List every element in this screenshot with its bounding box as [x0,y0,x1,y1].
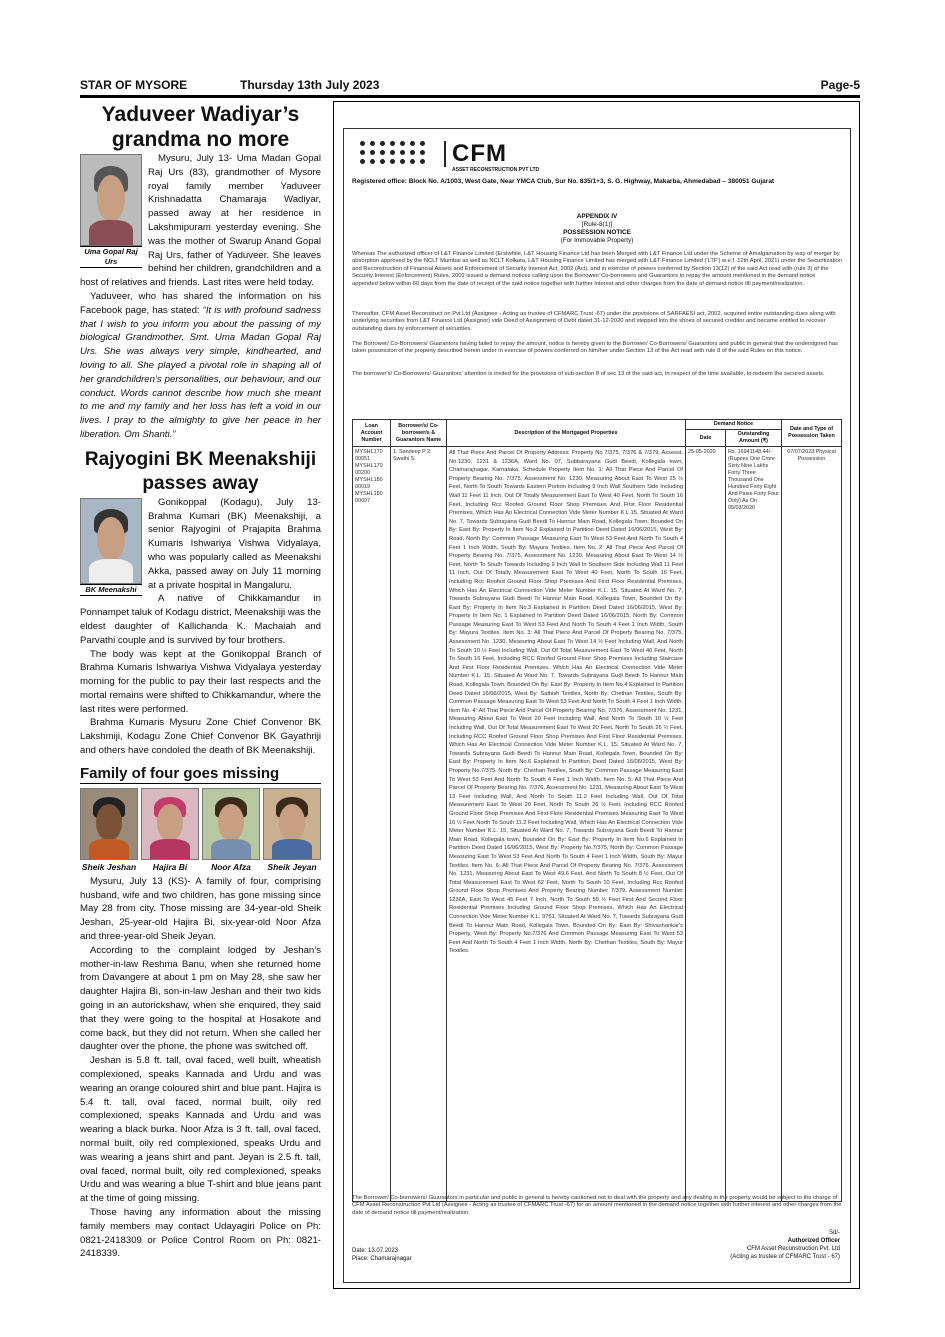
masthead [80,78,860,94]
page-number: Page-5 [820,78,860,92]
officer: Authorized Officer [787,1238,840,1244]
story1-quote-para [80,290,321,442]
possession-notice-ad [333,101,860,1289]
story2-para: Brahma Kumaris Mysuru Zone Chief Convenor BK Lakshmiji, Kodagu Zone Chief Convenor BK Gayathriji and others have condoled the death of BK Meenakshiji. [80,717,321,757]
missing-person [141,788,199,872]
quote-intro: Yaduveer, who has shared the information on his Facebook page, has stated: [80,290,321,316]
col-description: Description of the Mortgaged Properties [447,420,686,447]
story3-para: Mysuru, July 13 (KS)- A family of four, comprising husband, wife and two children, has gone missing since May 28 from city. Those missing are 34-year-old Sheik Jeshan, 25-year-old Hajira Bi, six-year-old Noor Afza and three-year-old Sheik Jeyan. [80,875,321,943]
brand-name: CFM [444,141,507,167]
issue-date: Thursday 13th July 2023 [240,78,380,92]
brand-subtitle: ASSET RECONSTRUCTION PVT LTD [452,167,540,173]
registered-office: Registered office: Block No. A/1003, West Gate, Near YMCA Club, Sur No. 835/1+3, S. G. Highway, Makarba, Ahmedabad – 380051 Gujarat [352,178,775,185]
notice-heading [352,213,842,245]
story3-headline: Family of four goes missing [80,764,321,784]
signature-block [730,1229,840,1261]
appendix: APPENDIX IV [576,213,618,220]
col-amount: Outstanding Amount (₹) [726,430,782,447]
trust: (Acting as trustee of CFMARC Trust - 67) [730,1254,840,1260]
notice-date: Date: 13.07.2023 [352,1248,399,1254]
missing-person [263,788,321,872]
date-place [352,1247,412,1263]
logo-dots-icon [360,141,428,169]
story2-photo [80,498,142,596]
property-table [352,419,842,1202]
photo-caption: Sheik Jeshan [81,861,137,872]
borrower-names: 1. Sandeep P 2. Swathi S [391,447,447,1202]
photo-caption: Hajira Bi [152,861,188,872]
story3-para: Those having any information about the missing family members may contact Udayagiri Police on Ph: 0821-2418309 or Police Control Room on Ph: 0821-2418339. [80,1207,321,1260]
story2-para: A native of Chikkamandur in Ponnampet taluk of Kodagu district, Meenakshiji was the eldest daughter of Kallichanda K. Machaiah and Parvathi couple and is survived by four brothers. [80,593,321,646]
portrait-photo [202,788,260,860]
company: CFM Asset Reconstruction Pvt. Ltd [746,1246,840,1252]
property-description: All That Piece And Parcel Of Property Address: Property No 7/375, 7/376 & 7/379, Assesst. No.1230, 1231 & 1236A, Ward No. 07, Subbarayana Gudi Beedi, Kollegala town, Chamarajnagar, Karnataka. Schedule Property Item No. 1: All That Piece And Parcel Of Property Bearing No. 7/375, Assessment No. 1230, Measuring About East To West 25 ½ Feet, North To South Towards Eastern Portion Including 9 Inch Wall Southern Side Including Wall 11 Feet 11 Inch, Out Of Totally Measurement East To West 40 Feet, North To South 16 Feet, Including Rcc Roofed Ground Floor Shop Premises And First Floor Residential Premises, Which Has An Electrical Connection Vide Meter Number K.L 15, Situated At Ward No. 7, Towards Subrayana Gudi Beedi To Hannur Main Road, Kollegala Town, Bounded On By: East By: Property In Item No.2 Explained In Partition Deed Dated 16/06/2015, West By: Road, North By: Common Passage Measuring East To West 53 Feet And North To South 4 Feet 1 Inch Width, South By: Mayura Textiles. Item No. 2: All That Piece And Parcel Of Property Bearing No. 7/375, Assessment No. 1230, Measuring About East To West 14 ½ Feet, North To South Towards Including 9 Inch Wall In Southern Side Including Wall 11 Feet 11 Inch, Out Of Totally Measurement East To West 40 Feet, North To South 16 Feet, Including Rcc Roofed Ground Floor Shop Premises And First Floor Residential Premises, Which Has An Electrical Connection Vide Meter Number K.L. 15, Situated At Ward No. 7, Towards Subrayana Gudi Beedi To Hannur Main Road, Kollegala Town, Bounded On By: East By: Property In Item No.3 Explained In Partition Deed Dated 16/06/2015, West By: Property In Item No. 1 Explained In Partition Deed Dated 16/06/2015, North By: Common Passage Measuring East To West 53 Feet And North To South 4 Feet 1 Inch Width, South By: Mayura Textiles. Item No. 3: All That Piece And Parcel Of Property Bearing No. 7/375, Assessment No. 1230, Measuring About East To West 14 ½ Feet Including Wall, And North To South 10 ½ Feet Including Wall, Out Of Total Measurement East To West 40 Feet, North To South 16 Feet, Including RCC Roofed Ground Floor Shop Premises Including Staircase And First Floor Residential Premises, Which Has An Electrical Connection Vide Meter Number K.L. 15, Situated At Ward No. 7, Towards Subrayana Gudi Beedi To Hannur Main Road, Kollegala Town, Bounded On By: East By: Property In Item No.4 Explained In Partition Deed Dated 16/06/2015, West By: Sathish Textiles, North By: Chethan Textiles, South By: Common Passage Measuring East To West 53 Feet And North To South 4 Feet 1 Inch Width. Item No. 4: All That Piece And Parcel Of Property Bearing No. 7/376, Assessment No. 1231, Measuring About East To West 20 Feet Including Wall, And North To South 10 ½ Feet Including Wall, Out Of Total Measurement East To West 20 Feet, North To South 26 ½ Feet, Including RCC Roofed Ground Floor Shop Premises And First Floor Residential Premises, Which Has An Electrical Connection Vide Meter Number K.L. 15, Situated At Ward No. 7, Towards Subrayana Gudi Beedi To Hannur Main Road, Kollegala Town, Bounded On By: East By: Property In Item No.6 Explained In Partition Deed Dated 16/06/2015, West By: Property No.7/375, North By: Chethan Textiles, South By: Common Passage Measuring East To West 53 Feet And North To South 4 Feet 1 Inch Width. Item No. 5: All That Piece And Parcel Of Property Bearing No. 7/376, Assessment No. 1231, Measuring About East To West 13 Feet Including Wall, And North To South 11.2 Feet Including Wall, Out Of Total Measurement East To West 20 Feet, North To South 26 ½ Feet, Including RCC Roofed Ground Floor Shop Premises And First Floor Residential Premises Measuring East To West 16 ½ Feet North To South 11.2 Feet Including Wall, Which Has An Electrical Connection Vide Meter Number K.L. 15, Situated At Ward No. 7, Towards Subrayana Gudi Beedi To Hannur Main Road, Kollegala town, Bounded On By: East By: Property In Item No.6 Explained In Partition Deed Dated 16/06/2015, West By: Property No.7/375, North By: Common Passage Measuring East To West 53 Feet And North To South 4 Feet 1 Inch Width, South By: Mayur Textiles. Item No. 6: All That Piece And Parcel Of Property Bearing No. 7/376, Assessment No. 1231, Measuring About East To West 49.6 Feet, And North To South 8 ½ Feet, Out Of Total Measurement East To West 62 Feet, North To South 10 Feet, Including Rcc Roofed Ground Floor Shop Premises And Property Bearing Number 7/379, Assessment Number 1236A, East To West 45 Feet 7 Inch, North To South 59 ½ Feet First And Second Floor Residential Premises Including Ground Floor Shop Premises, Which Has An Electrical Connection Vide Meter Number K.L. 9761, Situated At Ward No. 7, Towards Subrayana Gudi Beedi To Hannur Main Road, Kollegala Town, Bounded On By: East By: Shivashankar's Property, West By: Property No.7/376 And Common Passage Measuring East To West 53 Feet And North To South 4 Feet 1 Inch Width, North By: Chethan Textiles, South By: Mayur Textiles. [447,447,686,1202]
missing-photos [80,788,321,872]
col-date: Date [686,430,726,447]
notice-para-1: Whereas The authorized officer of L&T Finance Limited (Erstwhile, L&T Housing Finance Ltd has been Merged with L&T Finance Ltd under the Scheme of Amalgamation by way of merger by absorption approved by the NCLT Mumbai as well as NCLT Kolkata, L&T Housing Finance Limited has merged with L&T Finance Limited ('LTF') w.e.f. 12th April, 2021) under the Securitization and Reconstruction of Financial Assets and Enforcement of Security Interest Act, 2002 (Act), and in exercise of powers conferred by Section 13(12) of the said Act read with (rule 3) of the Security Interest (Enforcement) Rules, 2002 issued a demand notices calling upon the Borrower/ Co-borrowers and Guarantors to repay the amount mentioned in the demand notice appended below within 60 days from the date of receipt of the said notice together with further interest and other charges from the date of demand notice till payment/realization. [352,251,842,287]
col-borrowers: Borrower/s/ Co-borrower/s & Guarantors Name [391,420,447,447]
col-possession: Date and Type of Possession Taken [782,420,842,447]
story2-caption: BK Meenakshi [80,584,142,596]
masthead-rule [80,95,860,98]
outstanding-amount: Rs. 16941148.44/- (Rupees One Crore Sixty Nine Lakhs Forty Three Thousand One Hundred Forty Eight And Paise Forty Four Only) As On 05/03/2020 [726,447,782,1202]
notice-frame [343,128,851,1283]
notice-para-2: Thereafter, CFM Asset Reconstruct on Pvt Ltd (Assignee - Acting as trustee of CFMARC Trust -67) under the provisions of SARFAESI act, 2002, acquired entire outstanding dues along with underlying securities from L&T Finance Ltd (Assignor) vide Deed of Assignment of Debt dated 31-12-2020 and stepped into the shoes of secured creditor and became entitled to recover outstanding dues by enforcement of securities. [352,311,836,332]
table-row [353,447,842,1202]
story1-headline: Yaduveer Wadiyar’s grandma no more [101,103,300,151]
notice-title: POSSESSION NOTICE [563,229,631,236]
portrait-photo [263,788,321,860]
story1-para: Mysuru, July 13- Uma Madan Gopal Raj Urs (83), grandmother of Mysore royal family member Yaduveer Krishnadatta Chamaraja Wadiyar, passed away at her residence in Lakshmipuram yesterday evening. She was the mother of Swarup Anand Gopal Raj Urs, father of Yaduveer. She leaves behind her children, grandchildren and a host of relatives and friends. Last rites were held today. [80,153,321,289]
caution-para: The Borrower/ Co-borrowers/ Guarantors in particular and public in general is hereby cautioned not to deal with the property and any dealing in the property would be subject to the charge of CFM Asset Reconstruction Pvt Ltd (Assignee - Acting as trustee of CFMARC Trust -67) for an amount mentioned in the demand notice together with further interest and other charges from the date of demand notice till payment/realization. [352,1195,842,1216]
photo-caption: Sheik Jeyan [267,861,317,872]
story1-photo [80,154,142,268]
story2-headline: Rajyogini BK Meenakshiji passes away [84,448,317,494]
photo-caption: Noor Afza [211,861,251,872]
loan-numbers: MYSHL170 00051 MYSHL170 00200 MYSHL180 00019 MYSHL180 00097 [353,447,391,1202]
notice-place: Place: Chamarajnagar [352,1256,412,1262]
quote-text: “It is with profound sadness that I wish to you inform you about the passing of my biological Grandmother, Smt. Uma Madan Gopal Raj Urs. She was always very simple, kindhearted, and loving to all. She played a pivotal role in shaping all of her grandchildren’s personalities, our behaviour, and our conduct. Words cannot describe how much she meant to me and my family and her loss has left a void in our lives. I pray to the almighty to give her peace in her liberation. Om Shanti.” [80,304,321,440]
col-loan: Loan Account Number [353,420,391,447]
demand-date: 25-05-2020 [686,447,726,1202]
rule-ref: [Rule-8(1)] [581,221,613,228]
notice-para-4: The borrower's/ Co-Borrowers/ Guarantors' attention is invited for the provisions of sub-section 8 of sec 13 of the said act, in respect of the time available, to redeem the secured assets. [352,371,825,377]
paper-name: STAR OF MYSORE [80,78,188,92]
portrait-photo [80,498,142,584]
portrait-photo [80,788,138,860]
notice-subtitle: (For Immovable Property) [560,237,634,244]
notice-para-3: The Borrower/ Co-Borrowers/ Guarantors having failed to repay the amount, notice is hereby given to the Borrower/ Co-Borrowers/ Guarantors and public in general that the undersigned has taken possession of the property described herein under in exercise of powers conferred on him/her under Section 13 of the Act read with rule 8 of the said Rules on this notice. [352,341,838,355]
portrait-photo [80,154,142,246]
sd: Sd/- [828,1230,840,1236]
cfm-logo [360,141,560,171]
missing-person [80,788,138,872]
portrait-photo [141,788,199,860]
story3-para: Jeshan is 5.8 ft. tall, oval faced, well built, wheatish complexioned, speaks Kannada and Urdu and was wearing an orange coloured shirt and blue pant. Hajira is 5.4 ft. tall, oval faced, normal built, oily red complexioned, speaks Kannada and Urdu and was wearing a black burka. Noor Afza is 3 ft. tall, oval faced, normal built, oily red complexioned, speaks Urdu and was wearing a jeans shirt and pant. Jeyan is 2.5 ft. tall, oval faced, normal built, oily red complexioned, speaks Urdu and was wearing a blue T-shirt and blue jeans pant at the time of going missing. [80,1055,321,1205]
story2-para: The body was kept at the Gonikoppal Branch of Brahma Kumaris Ishwariya Vishwa Vidyalaya yesterday morning for the public to pay their last respects and the mortal remains were shifted to Chikkamandur, where the last rites were performed. [80,648,321,715]
possession-date: 07/07/2023 Physical Possession [782,447,842,1202]
story2-para: Gonikoppal (Kodagu), July 13- Brahma Kumari (BK) Meenakshiji, a senior Rajyogini of Prajapita Brahma Kumaris Ishwariya Vishwa Vidyalaya, who was popularly called as Meenakshi Akka, passed away on July 11 morning at a private hospital in Mangaluru. [148,496,321,591]
missing-person [202,788,260,872]
col-demand: Demand Notice [686,420,782,430]
news-column [80,100,321,1300]
story1-caption: Uma Gopal Raj Urs [80,246,142,268]
story3-para: According to the complaint lodged by Jeshan’s mother-in-law Reshma Banu, when she returned home from Davangere at about 1 pm on May 28, she saw her daughter Hajira Bi, son-in-law Jeshan and their two kids going in an autorickshaw, when she enquired, they said that they were going to the hospital at Hosakote and come back, but they did not return. When she called her daughter over the phone, the phone was switched off. [80,944,321,1053]
